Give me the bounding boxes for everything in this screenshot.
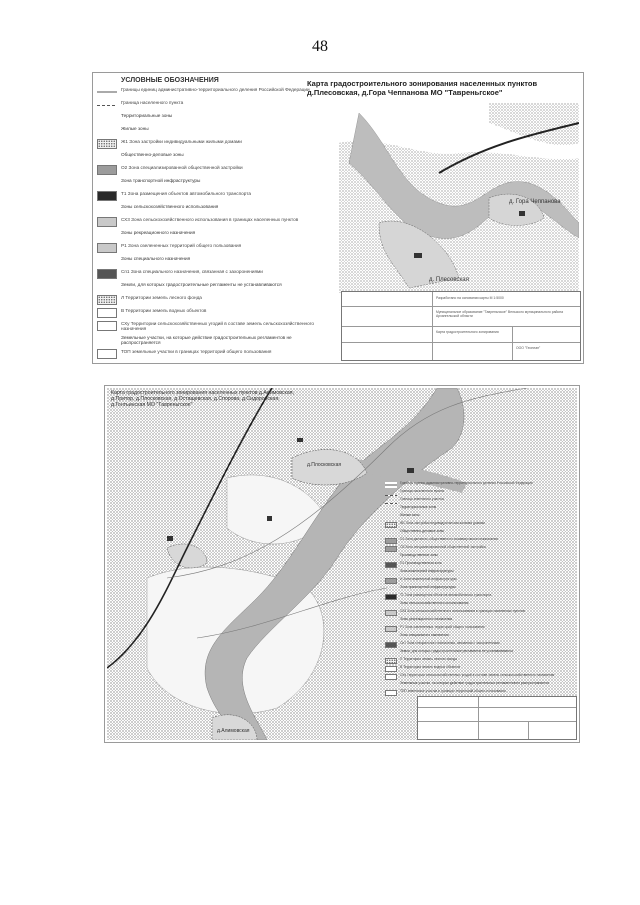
- stamp-org: ООО "Геоплан": [516, 346, 541, 350]
- legend-label: Р1 Зона озелененных территорий общего пользования: [121, 243, 242, 248]
- legend-item: [385, 578, 575, 584]
- legend-label: О2 Зона специализированной общественной застройки: [121, 165, 243, 170]
- legend-item: [97, 139, 329, 149]
- legend-label: И Зона инженерной инфраструктуры: [400, 577, 457, 581]
- stamp-project: Муниципальное образование "Тавреньгское" Вельского муниципального района Архангельской области: [436, 310, 563, 318]
- legend-swatch: [97, 139, 117, 149]
- legend-label: СХ3 Зона сельскохозяйственного использования в границах населенных пунктов: [400, 609, 525, 613]
- legend-label: В Территории земель водных объектов: [400, 665, 461, 669]
- legend-label: Граница земельного участка: [400, 497, 444, 501]
- legend-swatch: [97, 217, 117, 227]
- map-2-title: Карта градостроительного зонирования населенных пунктов д.Алимовская, д.Притор, д.Плосковская, д.Остащевская, д.Спорова, д.Сидоровская, д.Гонтьинская МО "Тавреньгское": [111, 390, 295, 408]
- legend-item: [385, 618, 575, 624]
- legend-label: Границы единиц административно-территориального деления Российской Федерации: [121, 87, 310, 92]
- legend-2: [385, 480, 575, 696]
- building-block: [519, 211, 525, 216]
- legend-label: Зона транспортной инфраструктуры: [400, 585, 456, 589]
- legend-swatch: [97, 165, 117, 175]
- legend-item: [97, 349, 329, 359]
- legend-item: [385, 482, 575, 488]
- place-label-alimov: д.Алимовская: [217, 728, 250, 734]
- legend-item: [385, 642, 575, 648]
- forest-area-north: [489, 103, 579, 145]
- legend-item: [97, 321, 329, 332]
- legend-swatch: [385, 674, 397, 680]
- legend-swatch: [385, 690, 397, 696]
- legend-item: [97, 295, 329, 305]
- legend-item: [385, 538, 575, 544]
- legend-label: Зона транспортной инфраструктуры: [121, 178, 201, 183]
- legend-item: [385, 490, 575, 496]
- legend-swatch: [385, 578, 397, 584]
- legend-swatch: [97, 87, 117, 97]
- legend-item: [97, 282, 329, 292]
- legend-item: [385, 658, 575, 664]
- legend-swatch: [97, 243, 117, 253]
- legend-label: Ж1 Зона застройки индивидуальными жилыми домами: [121, 139, 242, 144]
- legend-item: [385, 522, 575, 528]
- legend-label: СХу Территории сельскохозяйственных угодий в составе земель сельскохозяйственного назначения: [121, 321, 314, 332]
- legend-1: [97, 77, 329, 359]
- legend-label: Сп1 Зона специального назначения, связанная с захоронениями: [121, 269, 263, 274]
- legend-item: [385, 674, 575, 680]
- stamp-scale: Разработано на основании карты М 1:5000: [436, 296, 504, 300]
- legend-label: Граница населенного пункта: [400, 489, 444, 493]
- legend-item: [385, 650, 575, 656]
- legend-item: [97, 126, 329, 136]
- legend-swatch: [97, 321, 117, 331]
- map-title: Карта градостроительного зонирования населенных пунктов д.Плесовская, д.Гора Чеппанова МО "Тавреньгское": [307, 79, 538, 97]
- place-label-plesovskaya: д. Плесовская: [429, 277, 469, 283]
- legend-item: [385, 514, 575, 520]
- building-block: [167, 536, 173, 541]
- legend-swatch: [97, 191, 117, 201]
- legend-item: [97, 204, 329, 214]
- legend-label: Граница населенного пункта: [121, 100, 184, 105]
- legend-swatch: [385, 522, 397, 528]
- legend-swatch: [385, 482, 397, 488]
- legend-swatch: [385, 546, 397, 552]
- legend-swatch: [385, 666, 397, 672]
- legend-item: [97, 256, 329, 266]
- legend-swatch: [385, 610, 397, 616]
- legend-label: ТОП земельные участки в границах территорий общего пользования: [121, 348, 272, 354]
- legend-label: Зоны сельскохозяйственного использования: [400, 601, 469, 605]
- legend-label: Зона инженерной инфраструктуры: [400, 569, 454, 573]
- legend-label: Л Территории земель лесного фонда: [400, 657, 457, 661]
- legend-label: Зоны рекреационного назначения: [400, 617, 453, 621]
- legend-label: Ж1 Зона застройки индивидуальными жилыми домами: [400, 521, 485, 525]
- zoning-map-sheet-1: [92, 72, 584, 364]
- legend-item: [97, 191, 329, 201]
- place-label-plosk: д.Плосковская: [307, 462, 342, 468]
- title-block-stamp-2: [417, 696, 577, 740]
- map-1-canvas: [339, 103, 579, 293]
- legend-swatch: [385, 594, 397, 600]
- legend-label: ТОП земельные участки в границах территорий общего пользования: [400, 689, 506, 693]
- legend-label: Л Территории земель лесного фонда: [121, 295, 202, 300]
- legend-label: Земли, для которых градостроительные регламенты не устанавливаются: [400, 649, 513, 653]
- legend-swatch: [385, 498, 397, 504]
- legend-swatch: [385, 642, 397, 648]
- legend-item: [385, 602, 575, 608]
- legend-title: УСЛОВНЫЕ ОБОЗНАЧЕНИЯ: [121, 77, 219, 84]
- legend-item: [97, 113, 329, 123]
- legend-label: Производственные зоны: [400, 553, 438, 557]
- legend-item: [97, 217, 329, 227]
- legend-label: В Территории земель водных объектов: [121, 308, 207, 313]
- legend-label: Общественно-деловые зоны: [400, 529, 445, 533]
- legend-label: Жилые зоны: [400, 513, 420, 517]
- legend-swatch: [385, 658, 397, 664]
- legend-swatch: [97, 100, 117, 110]
- legend-label: П1 Производственная зона: [400, 561, 442, 565]
- legend-item: [385, 666, 575, 672]
- legend-item: [97, 335, 329, 346]
- legend-swatch: [385, 538, 397, 544]
- legend-item: [97, 230, 329, 240]
- legend-label: Территориальные зоны: [121, 113, 173, 118]
- legend-label: Земельные участки, на которые действие градостроительных регламентов не распространяется: [121, 334, 292, 346]
- legend-label: Зоны специального назначения: [400, 633, 449, 637]
- legend-item: [385, 530, 575, 536]
- legend-label: Общественно-деловые зоны: [121, 152, 184, 157]
- legend-item: [97, 152, 329, 162]
- legend-label: Т1 Зона размещения объектов автомобильного транспорта: [121, 191, 251, 196]
- legend-label: СХу Территории сельскохозяйственных угодий в составе земель сельскохозяйственного назначения: [400, 673, 555, 677]
- legend-item: [385, 594, 575, 600]
- legend-swatch: [385, 562, 397, 568]
- legend-item: [385, 562, 575, 568]
- legend-label: Р1 Зона озелененных территорий общего пользования: [400, 625, 485, 629]
- zoning-map-sheet-2: [104, 385, 580, 743]
- title-block-stamp: [341, 291, 581, 361]
- legend-item: [385, 626, 575, 632]
- legend-label: Зоны рекреационного назначения: [121, 230, 196, 235]
- legend-label: Зоны специального назначения: [121, 256, 191, 261]
- legend-swatch: [385, 626, 397, 632]
- building-block: [414, 253, 422, 258]
- legend-label: Земельные участки, на которые действие градостроительных регламентов не распространяется: [400, 681, 549, 685]
- legend-item: [385, 570, 575, 576]
- legend-item: [97, 269, 329, 279]
- legend-label: О1 Зона делового, общественного и коммерческого назначения: [400, 537, 499, 541]
- legend-item: [385, 498, 575, 504]
- legend-item: [385, 554, 575, 560]
- legend-item: [97, 178, 329, 188]
- legend-item: [385, 586, 575, 592]
- legend-item: [385, 546, 575, 552]
- legend-item: [97, 243, 329, 253]
- legend-label: Т1 Зона размещения объектов автомобильного транспорта: [400, 593, 492, 597]
- legend-item: [385, 682, 575, 688]
- legend-item: [97, 165, 329, 175]
- legend-item: [385, 506, 575, 512]
- legend-swatch: [97, 295, 117, 305]
- place-label-gora: д. Гора Чеппанова: [509, 199, 561, 205]
- legend-item: [97, 87, 329, 97]
- legend-label: СХ3 Зона сельскохозяйственного использования в границах населенных пунктов: [121, 217, 299, 222]
- legend-label: Границы единиц административно-территориального деления Российской Федерации: [400, 481, 533, 485]
- legend-label: О2 Зона специализированной общественной застройки: [400, 545, 486, 549]
- legend-item: [385, 610, 575, 616]
- stamp-sheet-title: Карта градостроительного зонирования: [436, 330, 499, 334]
- building-block: [267, 516, 272, 521]
- legend-item: [97, 100, 329, 110]
- legend-label: Зоны сельскохозяйственного использования: [121, 204, 219, 209]
- legend-swatch: [97, 349, 117, 359]
- building-block: [297, 438, 303, 442]
- building-block: [407, 468, 414, 473]
- legend-swatch: [97, 308, 117, 318]
- legend-item: [385, 634, 575, 640]
- legend-label: Земли, для которых градостроительные регламенты не устанавливаются: [121, 282, 282, 287]
- legend-label: Сп1 Зона специального назначения, связанная с захоронениями: [400, 641, 500, 645]
- legend-swatch: [385, 490, 397, 496]
- legend-item: [97, 308, 329, 318]
- legend-label: Территориальные зоны: [400, 505, 437, 509]
- legend-label: Жилые зоны: [121, 126, 149, 131]
- page-number: 48: [312, 38, 328, 55]
- legend-swatch: [97, 269, 117, 279]
